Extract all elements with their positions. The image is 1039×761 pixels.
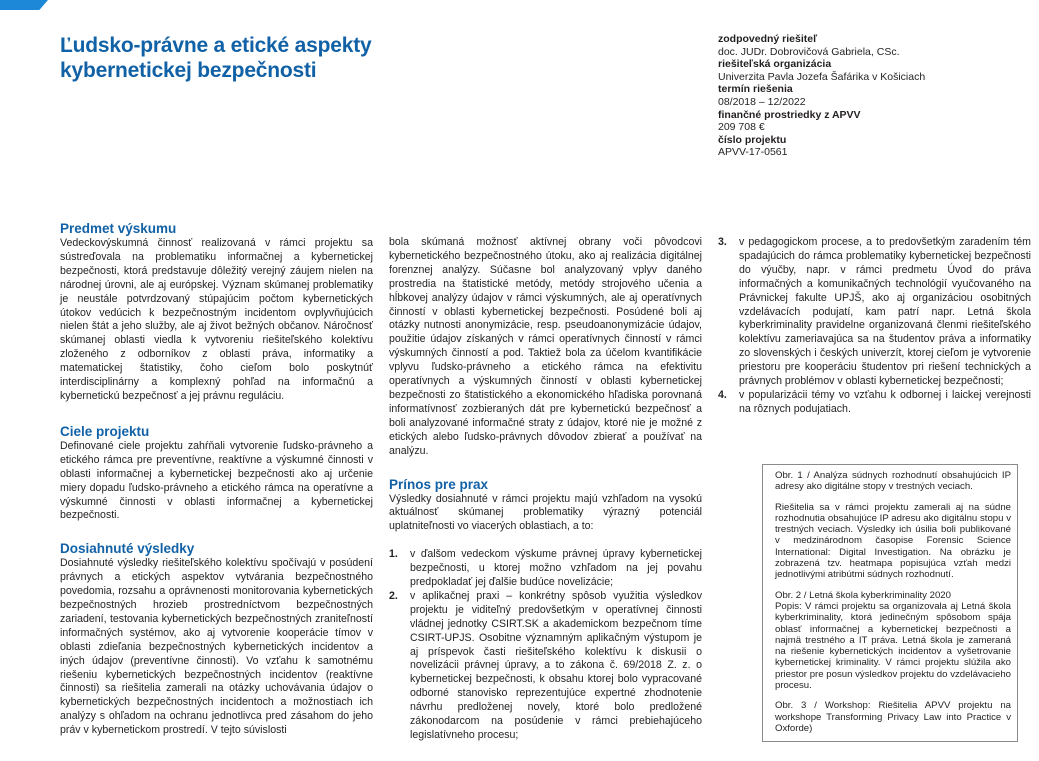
title-line-2: kybernetickej bezpečnosti xyxy=(60,59,317,82)
figure-captions-box xyxy=(762,464,1018,742)
section-text-continued: bola skúmaná možnosť aktívnej obrany voči pôvodcovi kybernetického bezpečnostného útoku, ako aj realizácia digitálnej forenznej analýzy. Súčasne bol analyzovaný vplyv daného prostredia na štatistické metódy, metódy strojového učenia a hĺbkovej analýzy údajov v rámci výskumných, ale aj operatívnych činností v oblasti kybernetickej bezpečnosti. Posúdené boli aj otázky nutnosti anonymizácie, resp. pseudoanonymizácie údajov, použitie údajov získaných v rámci operatívnych činností v rámci výskumných činností a pod. Taktiež bola za účelom kvantifikácie vplyvu ľudsko-právneho a etického rámca na efektivitu operatívnych a výskumných činností v oblasti kybernetickej bezpečnosti zo štatistického a ekonomického hľadiska porovnaná informatívnosť zozbieraných dát pre kybernetickú bezpečnosť a boli analyzované informačné straty z údajov, ktoré nie je možné z etických alebo ľudsko-právnych dôvodov zbierať a používať na analýzu. xyxy=(389,236,702,457)
section-heading-vysledky: Dosiahnuté výsledky xyxy=(60,541,195,557)
caption-3: Obr. 3 / Workshop: Riešitelia APVV projektu na workshope Transforming Privacy Law into Practice v Oxforde) xyxy=(775,700,1011,734)
benefits-list xyxy=(389,548,702,743)
list-number: 3. xyxy=(718,236,727,248)
project-meta xyxy=(718,33,1018,159)
benefits-list-continued xyxy=(718,236,1031,417)
list-number: 2. xyxy=(389,589,398,602)
list-text: v ďalšom vedeckom výskume právnej úpravy kybernetickej bezpečnosti, u ktorej možno vzhľadom na jej povahu predpokladať jej ďalšie budúce novelizácie; xyxy=(410,548,702,589)
column-3 xyxy=(718,236,1031,417)
section-heading-ciele: Ciele projektu xyxy=(60,423,150,439)
title-line-1: Ľudsko-právne a etické aspekty xyxy=(60,34,372,57)
meta-value: Univerzita Pavla Jozefa Šafárika v Košiciach xyxy=(718,70,926,83)
list-text: v aplikačnej praxi – konkrétny spôsob využitia výsledkov projektu je viditeľný predovšetkým v operatívnej činnosti vládnej jednotky CSIRT.SK a akademickom bezpečnom tíme CSIRT-UPJS. Osobitne významným aplikačným výstupom je aj príspevok časti riešiteľského kolektívu k diskusii o novelizácii právnej úpravy, a to zákona č. 69/2018 Z. z. o kybernetickej bezpečnosti, k obsahu ktorej bolo vypracované odborné stanovisko reprezentujúce expertné zhodnotenie návrhu predloženej novely, ktoré bolo predložené zákonodarcom na posúdenie v rámci prebiehajúceho legislatívneho procesu; xyxy=(410,589,702,741)
section-text-predmet: Vedeckovýskumná činnosť realizovaná v rámci projektu sa sústreďovala na problematiku informačnej a kybernetickej bezpečnosti, ktorá predstavuje dôležitý verejný záujem nielen na národnej úrovni, ale aj európskej. Význam skúmanej problematiky je neustále potvrdzovaný stúpajúcim počtom kybernetických útokov vedúcich k bezpečnostným incidentom ovplyvňujúcich nielen štát a jeho služby, ale aj život bežných občanov. Náročnosť skúmanej oblasti viedla k vytvoreniu riešiteľského kolektívu zloženého z odborníkov z oblasti práva, informatiky a matematickej štatistiky, čoho cieľom bolo poskytnúť interdisciplinárny a komplexný pohľad na informačnú a kybernetickú bezpečnosť a jej právnu reguláciu. xyxy=(60,237,373,402)
meta-label: finančné prostriedky z APVV xyxy=(718,108,861,121)
section-text-ciele: Definované ciele projektu zahŕňali vytvorenie ľudsko-právneho a etického rámca pre preventívne, reaktívne a výskumné činnosti v oblasti informačnej a kybernetickej bezpečnosti ako aj určenie miery dopadu ľudsko-právneho a etického rámca na operatívne a výskumné činnosti v oblasti informačnej a kybernetickej bezpečnosti. xyxy=(60,439,373,522)
caption-1: Obr. 1 / Analýza súdnych rozhodnutí obsahujúcich IP adresy ako digitálne stopy v trestných veciach. xyxy=(775,470,1011,493)
list-item xyxy=(718,236,1031,389)
meta-value: APVV-17-0561 xyxy=(718,146,788,159)
section-heading-prinos: Prínos pre prax xyxy=(389,476,489,492)
corner-accent xyxy=(0,0,48,10)
list-text: v pedagogickom procese, a to predovšetkým zaradením tém spadajúcich do rámca problematiky kybernetickej bezpečnosti do výučby, napr. v rámci predmetu Úvod do práva informačných a komunikačných technológií vyučovaného na Právnickej fakulte UPJŠ, ako aj organizáciou osobitných vzdelávacích podujatí, kam patrí napr. Letná škola kyberkriminality pravidelne organizovaná členmi riešiteľského kolektívu zameriavajúca sa na študentov práva a informatiky zo slovenských i českých univerzít, ktorej cieľom je vytvorenie priestoru pre kooperáciu študentov pri riešení technických a právnych problémov v oblasti kybernetickej bezpečnosti; xyxy=(739,236,1031,388)
list-item xyxy=(389,548,702,590)
section-text-vysledky: Dosiahnuté výsledky riešiteľského kolektívu spočívajú v posúdení právnych a etických aspektov vytvárania bezpečnostného povedomia, rozsahu a oprávnenosti monitorovania kybernetických bezpečnostných hrozieb prostredníctvom bezpečnostných zariadení, testovania kybernetických bezpečnostných zraniteľností informačných systémov, ako aj vytvorenie kooperácie tímov v oblasti zdieľania bezpečnostných kybernetických incidentov a iných údajov (preventívne činnosti). Vo vzťahu k samotnému riešeniu kybernetických bezpečnostných incidentov (reaktívne činnosti) sa riešitelia zamerali na otázky uchovávania údajov o kybernetických bezpečnostných incidentoch a možnostiach ich analýzy s ohľadom na ochranu jednotlivca pred zásahom do jeho práv v kybernetickom prostredí. V tejto súvislosti xyxy=(60,557,373,737)
page-title xyxy=(60,33,440,83)
caption-2: Obr. 2 / Letná škola kyberkriminality 2020 Popis: V rámci projektu sa organizovala aj Letná škola kyberkriminality, ktorá jedinečným spôsobom spája oblasť informačnej a kybernetickej bezpečnosti a najmä trestného a IT práva. Letná škola je zameraná na riešenie kybernetických incidentov a vyšetrovanie kybernetickej kriminality. V rámci projektu slúžila ako priestor pre posun výsledkov projektu do vzdelávacieho procesu. xyxy=(775,589,1011,692)
meta-value: 08/2018 – 12/2022 xyxy=(718,95,806,108)
meta-label: číslo projektu xyxy=(718,133,787,146)
meta-value: doc. JUDr. Dobrovičová Gabriela, CSc. xyxy=(718,45,900,58)
section-heading-predmet: Predmet výskumu xyxy=(60,221,177,236)
list-text: v popularizácii témy vo vzťahu k odbornej i laickej verejnosti na rôznych podujatiach. xyxy=(739,388,1031,415)
meta-value: 209 708 € xyxy=(718,121,765,134)
column-2 xyxy=(389,236,702,743)
list-item xyxy=(718,389,1031,417)
column-1 xyxy=(60,221,373,738)
list-item xyxy=(389,590,702,743)
meta-label: termín riešenia xyxy=(718,83,793,96)
list-number: 4. xyxy=(718,388,727,401)
caption-1-description: Riešitelia sa v rámci projektu zamerali aj na súdne rozhodnutia obsahujúce IP adresu ako digitálnu stopu v trestných veciach. Výsledky ich úsilia boli publikované v medzinárodnom časopise Forensic Science International: Digital Investigation. Na obrázku je zobrazená tzv. heatmapa popisujúca vzťah medzi jednotlivými atribútmi súdnych rozhodnutí. xyxy=(775,501,1011,581)
list-number: 1. xyxy=(389,548,398,561)
meta-label: zodpovedný riešiteľ xyxy=(718,33,818,45)
meta-label: riešiteľská organizácia xyxy=(718,58,832,71)
section-text-prinos: Výsledky dosiahnuté v rámci projektu majú vzhľadom na vysokú aktuálnosť skúmanej problematiky výrazný potenciál uplatniteľnosti vo viacerých oblastiach, a to: xyxy=(389,492,702,533)
